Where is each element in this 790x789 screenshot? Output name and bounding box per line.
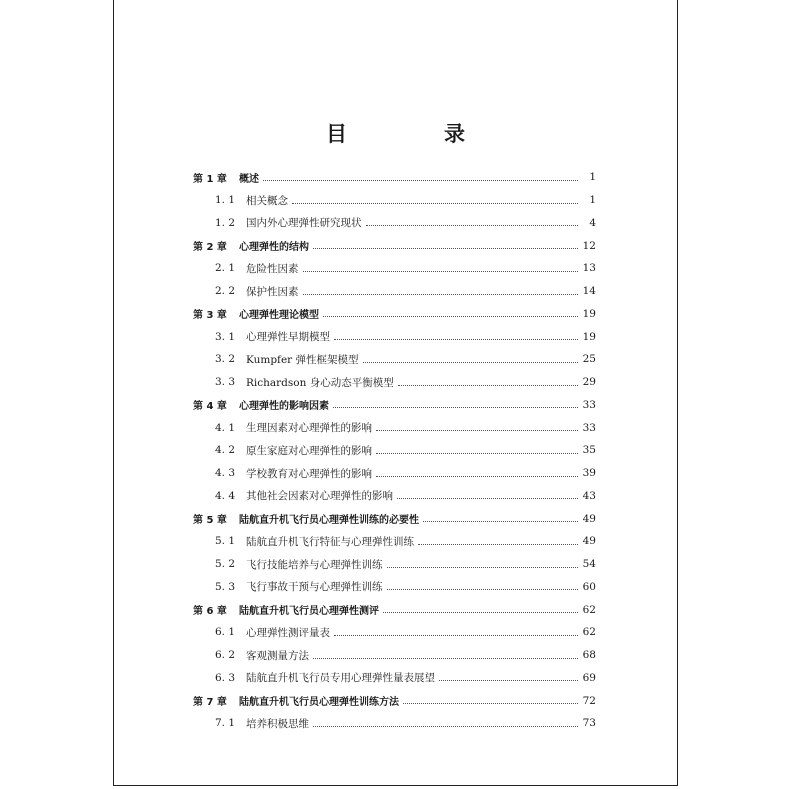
entry-number: 6. 3 bbox=[215, 671, 236, 684]
entry-title: Kumpfer 弹性框架模型 bbox=[246, 353, 359, 366]
entry-title: 陆航直升机飞行员专用心理弹性量表展望 bbox=[246, 672, 435, 685]
dot-leader bbox=[303, 271, 579, 272]
entry-page-number: 29 bbox=[582, 376, 596, 389]
dot-leader bbox=[292, 203, 578, 204]
toc-section-entry bbox=[193, 212, 596, 235]
entry-number: 3. 1 bbox=[215, 330, 236, 343]
entry-number: 2. 1 bbox=[215, 262, 236, 275]
dot-leader bbox=[383, 612, 578, 613]
toc-chapter-entry bbox=[193, 598, 596, 621]
toc-section-entry bbox=[193, 416, 596, 439]
dot-leader bbox=[313, 248, 578, 249]
entry-title: 客观测量方法 bbox=[246, 649, 309, 662]
entry-title: 陆航直升机飞行员心理弹性训练的必要性 bbox=[239, 515, 419, 527]
entry-number: 5. 1 bbox=[215, 535, 236, 548]
entry-page-number: 25 bbox=[582, 353, 596, 366]
toc-section-entry bbox=[193, 257, 596, 280]
entry-title: 培养积极思维 bbox=[246, 717, 309, 730]
toc-chapter-entry bbox=[193, 234, 596, 257]
dot-leader bbox=[334, 339, 578, 340]
dot-leader bbox=[303, 294, 579, 295]
entry-title: 飞行事故干预与心理弹性训练 bbox=[246, 581, 383, 594]
dot-leader bbox=[366, 225, 579, 226]
entry-title: 危险性因素 bbox=[246, 262, 299, 275]
dot-leader bbox=[376, 476, 578, 477]
entry-page-number: 68 bbox=[582, 649, 596, 662]
entry-page-number: 62 bbox=[582, 603, 596, 616]
entry-title: 其他社会因素对心理弹性的影响 bbox=[246, 490, 393, 503]
entry-page-number: 19 bbox=[582, 307, 596, 320]
entry-page-number: 33 bbox=[582, 398, 596, 411]
entry-page-number: 1 bbox=[589, 194, 596, 207]
entry-page-number: 54 bbox=[582, 558, 596, 571]
dot-leader bbox=[313, 726, 578, 727]
entry-number: 第 2 章 bbox=[193, 242, 227, 254]
entry-title: 原生家庭对心理弹性的影响 bbox=[246, 444, 372, 457]
entry-page-number: 13 bbox=[582, 262, 596, 275]
dot-leader bbox=[398, 385, 578, 386]
toc-title: 目 录 bbox=[326, 122, 503, 146]
toc-section-entry bbox=[193, 712, 596, 735]
entry-page-number: 12 bbox=[582, 239, 596, 252]
entry-number: 第 5 章 bbox=[193, 515, 227, 527]
entry-page-number: 69 bbox=[582, 671, 596, 684]
entry-number: 6. 2 bbox=[215, 649, 236, 662]
entry-title: 心理弹性的影响因素 bbox=[239, 401, 329, 413]
toc-section-entry bbox=[193, 371, 596, 394]
entry-title: 学校教育对心理弹性的影响 bbox=[246, 467, 372, 480]
entry-title: 心理弹性测评量表 bbox=[246, 626, 330, 639]
toc-section-entry bbox=[193, 576, 596, 599]
dot-leader bbox=[363, 362, 578, 363]
entry-page-number: 19 bbox=[582, 330, 596, 343]
entry-title: 陆航直升机飞行特征与心理弹性训练 bbox=[246, 535, 414, 548]
entry-page-number: 39 bbox=[582, 467, 596, 480]
entry-page-number: 49 bbox=[582, 535, 596, 548]
entry-title: 心理弹性理论模型 bbox=[239, 310, 319, 322]
entry-number: 4. 4 bbox=[215, 489, 236, 502]
dot-leader bbox=[376, 430, 578, 431]
book-page bbox=[113, 0, 678, 786]
entry-number: 4. 1 bbox=[215, 421, 236, 434]
toc-section-entry bbox=[193, 485, 596, 508]
entry-page-number: 35 bbox=[582, 444, 596, 457]
entry-page-number: 33 bbox=[582, 421, 596, 434]
dot-leader bbox=[439, 680, 578, 681]
entry-number: 第 3 章 bbox=[193, 310, 227, 322]
dot-leader bbox=[403, 703, 578, 704]
toc-section-entry bbox=[193, 462, 596, 485]
dot-leader bbox=[334, 635, 578, 636]
entry-number: 5. 3 bbox=[215, 580, 236, 593]
toc-section-entry bbox=[193, 667, 596, 690]
dot-leader bbox=[376, 453, 578, 454]
entry-number: 2. 2 bbox=[215, 285, 236, 298]
dot-leader bbox=[418, 544, 578, 545]
entry-number: 第 4 章 bbox=[193, 401, 227, 413]
entry-page-number: 4 bbox=[589, 216, 596, 229]
entry-page-number: 73 bbox=[582, 717, 596, 730]
dot-leader bbox=[333, 407, 578, 408]
entry-number: 1. 2 bbox=[215, 216, 236, 229]
entry-number: 第 6 章 bbox=[193, 606, 227, 618]
entry-title: 心理弹性的结构 bbox=[239, 242, 309, 254]
dot-leader bbox=[387, 589, 579, 590]
entry-title: 概述 bbox=[239, 173, 259, 185]
table-of-contents bbox=[193, 166, 596, 735]
entry-page-number: 72 bbox=[582, 694, 596, 707]
entry-number: 4. 2 bbox=[215, 444, 236, 457]
entry-number: 5. 2 bbox=[215, 558, 236, 571]
entry-number: 第 1 章 bbox=[193, 173, 227, 185]
dot-leader bbox=[323, 316, 578, 317]
entry-page-number: 49 bbox=[582, 512, 596, 525]
entry-number: 第 7 章 bbox=[193, 697, 227, 709]
dot-leader bbox=[397, 498, 578, 499]
entry-page-number: 14 bbox=[582, 285, 596, 298]
entry-title: 国内外心理弹性研究现状 bbox=[246, 217, 362, 230]
entry-number: 1. 1 bbox=[215, 194, 236, 207]
entry-title: 陆航直升机飞行员心理弹性训练方法 bbox=[239, 697, 399, 709]
toc-chapter-entry bbox=[193, 507, 596, 530]
toc-section-entry bbox=[193, 325, 596, 348]
entry-page-number: 60 bbox=[582, 580, 596, 593]
toc-chapter-entry bbox=[193, 689, 596, 712]
entry-title: 生理因素对心理弹性的影响 bbox=[246, 422, 372, 435]
toc-section-entry bbox=[193, 644, 596, 667]
toc-section-entry bbox=[193, 621, 596, 644]
toc-section-entry bbox=[193, 530, 596, 553]
toc-section-entry bbox=[193, 189, 596, 212]
toc-section-entry bbox=[193, 439, 596, 462]
entry-title: 飞行技能培养与心理弹性训练 bbox=[246, 558, 383, 571]
dot-leader bbox=[263, 180, 578, 181]
toc-chapter-entry bbox=[193, 166, 596, 189]
entry-page-number: 43 bbox=[582, 489, 596, 502]
toc-section-entry bbox=[193, 348, 596, 371]
entry-title: 心理弹性早期模型 bbox=[246, 331, 330, 344]
toc-chapter-entry bbox=[193, 303, 596, 326]
toc-section-entry bbox=[193, 553, 596, 576]
entry-title: 相关概念 bbox=[246, 194, 288, 207]
dot-leader bbox=[387, 567, 579, 568]
toc-chapter-entry bbox=[193, 394, 596, 417]
entry-number: 3. 2 bbox=[215, 353, 236, 366]
entry-title: Richardson 身心动态平衡模型 bbox=[246, 376, 394, 389]
toc-section-entry bbox=[193, 280, 596, 303]
entry-page-number: 1 bbox=[589, 171, 596, 184]
dot-leader bbox=[313, 658, 578, 659]
entry-title: 陆航直升机飞行员心理弹性测评 bbox=[239, 606, 379, 618]
entry-number: 6. 1 bbox=[215, 626, 236, 639]
entry-number: 7. 1 bbox=[215, 717, 236, 730]
entry-page-number: 62 bbox=[582, 626, 596, 639]
entry-number: 3. 3 bbox=[215, 376, 236, 389]
entry-number: 4. 3 bbox=[215, 467, 236, 480]
dot-leader bbox=[423, 521, 578, 522]
entry-title: 保护性因素 bbox=[246, 285, 299, 298]
